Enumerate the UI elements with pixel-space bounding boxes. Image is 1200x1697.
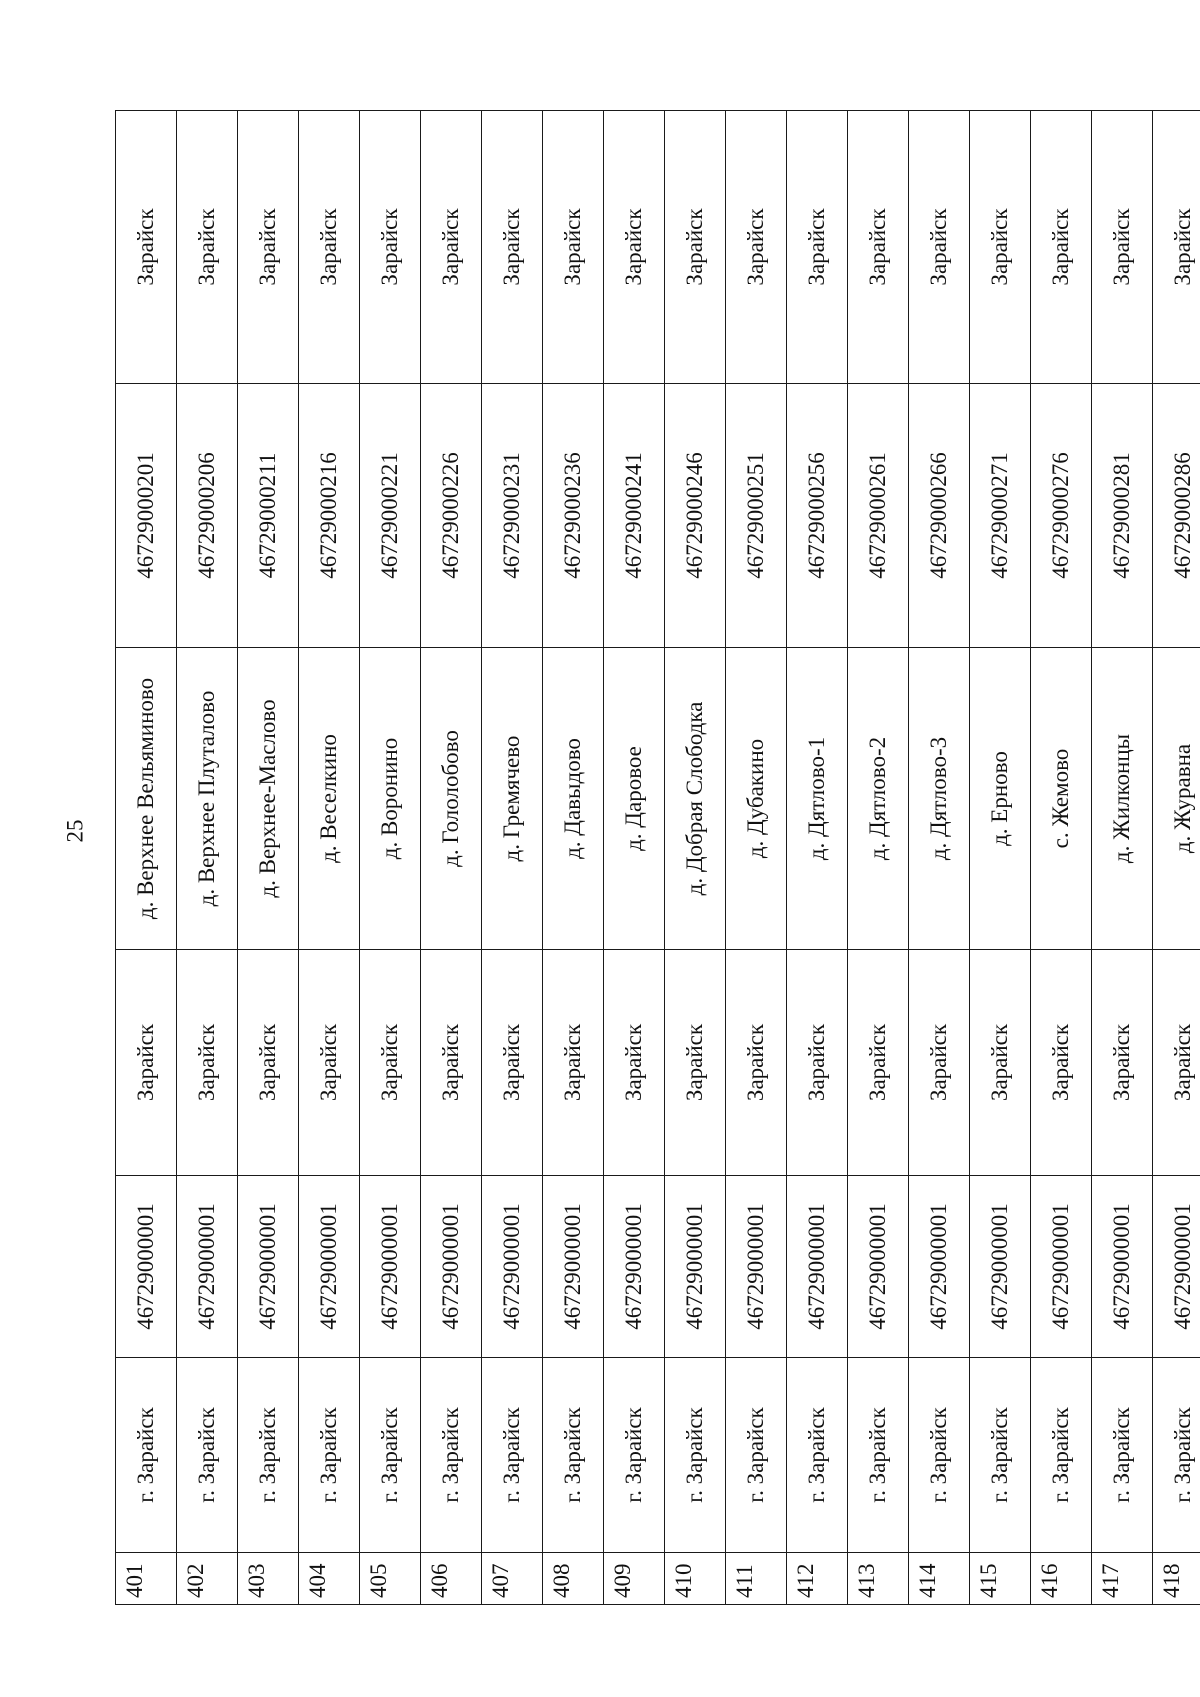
settlements-table (115, 110, 1200, 1605)
row-number: 410 (665, 1553, 726, 1605)
municipality-cell: г. Зарайск (726, 1358, 787, 1553)
district-cell: Зарайск (909, 950, 970, 1176)
municipality-cell: г. Зарайск (421, 1358, 482, 1553)
settlement-oktmo-cell: 46729000276 (1031, 384, 1092, 648)
table-row (1031, 111, 1092, 1605)
municipality-cell: г. Зарайск (1031, 1358, 1092, 1553)
district-cell: Зарайск (787, 950, 848, 1176)
page-number: 25 (62, 819, 88, 843)
settlement-cell: с. Жемово (1031, 648, 1092, 950)
district-cell: Зарайск (970, 950, 1031, 1176)
table-row (909, 111, 970, 1605)
municipality-oktmo-cell: 46729000001 (726, 1176, 787, 1358)
settlement-cell: д. Дятлово-1 (787, 648, 848, 950)
district-cell-2: Зарайск (665, 111, 726, 384)
table-row (360, 111, 421, 1605)
district-cell: Зарайск (360, 950, 421, 1176)
municipality-cell: г. Зарайск (1092, 1358, 1153, 1553)
municipality-oktmo-cell: 46729000001 (543, 1176, 604, 1358)
table-row (970, 111, 1031, 1605)
row-number: 407 (482, 1553, 543, 1605)
municipality-oktmo-cell: 46729000001 (116, 1176, 177, 1358)
table-row (421, 111, 482, 1605)
settlement-oktmo-cell: 46729000256 (787, 384, 848, 648)
district-cell-2: Зарайск (1092, 111, 1153, 384)
district-cell-2: Зарайск (299, 111, 360, 384)
row-number: 406 (421, 1553, 482, 1605)
district-cell: Зарайск (665, 950, 726, 1176)
row-number: 417 (1092, 1553, 1153, 1605)
municipality-oktmo-cell: 46729000001 (909, 1176, 970, 1358)
district-cell-2: Зарайск (360, 111, 421, 384)
table-container (115, 111, 1195, 1605)
row-number: 414 (909, 1553, 970, 1605)
municipality-cell: г. Зарайск (482, 1358, 543, 1553)
municipality-cell: г. Зарайск (116, 1358, 177, 1553)
settlement-cell: д. Добрая Слободка (665, 648, 726, 950)
settlement-oktmo-cell: 46729000246 (665, 384, 726, 648)
row-number: 409 (604, 1553, 665, 1605)
district-cell: Зарайск (1031, 950, 1092, 1176)
settlement-oktmo-cell: 46729000221 (360, 384, 421, 648)
table-row (726, 111, 787, 1605)
municipality-cell: г. Зарайск (848, 1358, 909, 1553)
row-number: 408 (543, 1553, 604, 1605)
district-cell: Зарайск (604, 950, 665, 1176)
municipality-cell: г. Зарайск (1153, 1358, 1200, 1553)
district-cell: Зарайск (421, 950, 482, 1176)
settlement-cell: д. Дятлово-3 (909, 648, 970, 950)
settlement-cell: д. Гололобово (421, 648, 482, 950)
settlement-cell: д. Журавна (1153, 648, 1200, 950)
settlement-oktmo-cell: 46729000211 (238, 384, 299, 648)
settlement-oktmo-cell: 46729000241 (604, 384, 665, 648)
settlement-cell: д. Ерново (970, 648, 1031, 950)
settlement-oktmo-cell: 46729000226 (421, 384, 482, 648)
district-cell-2: Зарайск (787, 111, 848, 384)
municipality-oktmo-cell: 46729000001 (299, 1176, 360, 1358)
settlement-oktmo-cell: 46729000286 (1153, 384, 1200, 648)
settlement-cell: д. Верхнее Вельяминово (116, 648, 177, 950)
district-cell-2: Зарайск (116, 111, 177, 384)
settlement-cell: д. Верхнее Плуталово (177, 648, 238, 950)
municipality-oktmo-cell: 46729000001 (177, 1176, 238, 1358)
table-row (238, 111, 299, 1605)
row-number: 416 (1031, 1553, 1092, 1605)
settlement-cell: д. Жилконцы (1092, 648, 1153, 950)
municipality-oktmo-cell: 46729000001 (421, 1176, 482, 1358)
table-body (116, 111, 1200, 1605)
municipality-oktmo-cell: 46729000001 (1092, 1176, 1153, 1358)
district-cell-2: Зарайск (909, 111, 970, 384)
municipality-cell: г. Зарайск (970, 1358, 1031, 1553)
district-cell-2: Зарайск (1031, 111, 1092, 384)
municipality-oktmo-cell: 46729000001 (665, 1176, 726, 1358)
district-cell: Зарайск (1153, 950, 1200, 1176)
district-cell: Зарайск (1092, 950, 1153, 1176)
district-cell: Зарайск (543, 950, 604, 1176)
district-cell: Зарайск (299, 950, 360, 1176)
settlement-oktmo-cell: 46729000271 (970, 384, 1031, 648)
settlement-oktmo-cell: 46729000216 (299, 384, 360, 648)
row-number: 401 (116, 1553, 177, 1605)
municipality-oktmo-cell: 46729000001 (848, 1176, 909, 1358)
municipality-oktmo-cell: 46729000001 (238, 1176, 299, 1358)
municipality-cell: г. Зарайск (299, 1358, 360, 1553)
district-cell-2: Зарайск (421, 111, 482, 384)
district-cell-2: Зарайск (604, 111, 665, 384)
municipality-cell: г. Зарайск (665, 1358, 726, 1553)
settlement-oktmo-cell: 46729000251 (726, 384, 787, 648)
table-row (177, 111, 238, 1605)
table-row (604, 111, 665, 1605)
district-cell: Зарайск (238, 950, 299, 1176)
settlement-cell: д. Верхнее-Маслово (238, 648, 299, 950)
settlement-oktmo-cell: 46729000231 (482, 384, 543, 648)
row-number: 403 (238, 1553, 299, 1605)
district-cell-2: Зарайск (482, 111, 543, 384)
district-cell-2: Зарайск (177, 111, 238, 384)
table-row (1153, 111, 1200, 1605)
district-cell: Зарайск (177, 950, 238, 1176)
settlement-oktmo-cell: 46729000261 (848, 384, 909, 648)
municipality-cell: г. Зарайск (909, 1358, 970, 1553)
district-cell: Зарайск (726, 950, 787, 1176)
row-number: 418 (1153, 1553, 1200, 1605)
municipality-oktmo-cell: 46729000001 (360, 1176, 421, 1358)
district-cell-2: Зарайск (543, 111, 604, 384)
table-row (1092, 111, 1153, 1605)
district-cell: Зарайск (482, 950, 543, 1176)
municipality-cell: г. Зарайск (787, 1358, 848, 1553)
settlement-cell: д. Гремячево (482, 648, 543, 950)
settlement-cell: д. Веселкино (299, 648, 360, 950)
settlement-oktmo-cell: 46729000281 (1092, 384, 1153, 648)
table-row (299, 111, 360, 1605)
district-cell-2: Зарайск (1153, 111, 1200, 384)
row-number: 411 (726, 1553, 787, 1605)
district-cell-2: Зарайск (848, 111, 909, 384)
district-cell-2: Зарайск (726, 111, 787, 384)
row-number: 404 (299, 1553, 360, 1605)
settlement-oktmo-cell: 46729000266 (909, 384, 970, 648)
row-number: 405 (360, 1553, 421, 1605)
district-cell-2: Зарайск (970, 111, 1031, 384)
municipality-cell: г. Зарайск (360, 1358, 421, 1553)
district-cell: Зарайск (116, 950, 177, 1176)
municipality-oktmo-cell: 46729000001 (482, 1176, 543, 1358)
municipality-oktmo-cell: 46729000001 (604, 1176, 665, 1358)
district-cell: Зарайск (848, 950, 909, 1176)
municipality-cell: г. Зарайск (238, 1358, 299, 1553)
municipality-cell: г. Зарайск (177, 1358, 238, 1553)
settlement-cell: д. Дубакино (726, 648, 787, 950)
table-row (665, 111, 726, 1605)
settlement-cell: д. Давыдово (543, 648, 604, 950)
district-cell-2: Зарайск (238, 111, 299, 384)
settlement-cell: д. Даровое (604, 648, 665, 950)
table-row (543, 111, 604, 1605)
settlement-cell: д. Воронино (360, 648, 421, 950)
municipality-oktmo-cell: 46729000001 (970, 1176, 1031, 1358)
table-row (116, 111, 177, 1605)
row-number: 402 (177, 1553, 238, 1605)
settlement-oktmo-cell: 46729000206 (177, 384, 238, 648)
municipality-oktmo-cell: 46729000001 (1153, 1176, 1200, 1358)
row-number: 415 (970, 1553, 1031, 1605)
row-number: 412 (787, 1553, 848, 1605)
settlement-oktmo-cell: 46729000201 (116, 384, 177, 648)
municipality-cell: г. Зарайск (543, 1358, 604, 1553)
row-number: 413 (848, 1553, 909, 1605)
table-row (482, 111, 543, 1605)
settlement-oktmo-cell: 46729000236 (543, 384, 604, 648)
settlement-cell: д. Дятлово-2 (848, 648, 909, 950)
municipality-oktmo-cell: 46729000001 (1031, 1176, 1092, 1358)
municipality-cell: г. Зарайск (604, 1358, 665, 1553)
table-row (787, 111, 848, 1605)
municipality-oktmo-cell: 46729000001 (787, 1176, 848, 1358)
table-row (848, 111, 909, 1605)
